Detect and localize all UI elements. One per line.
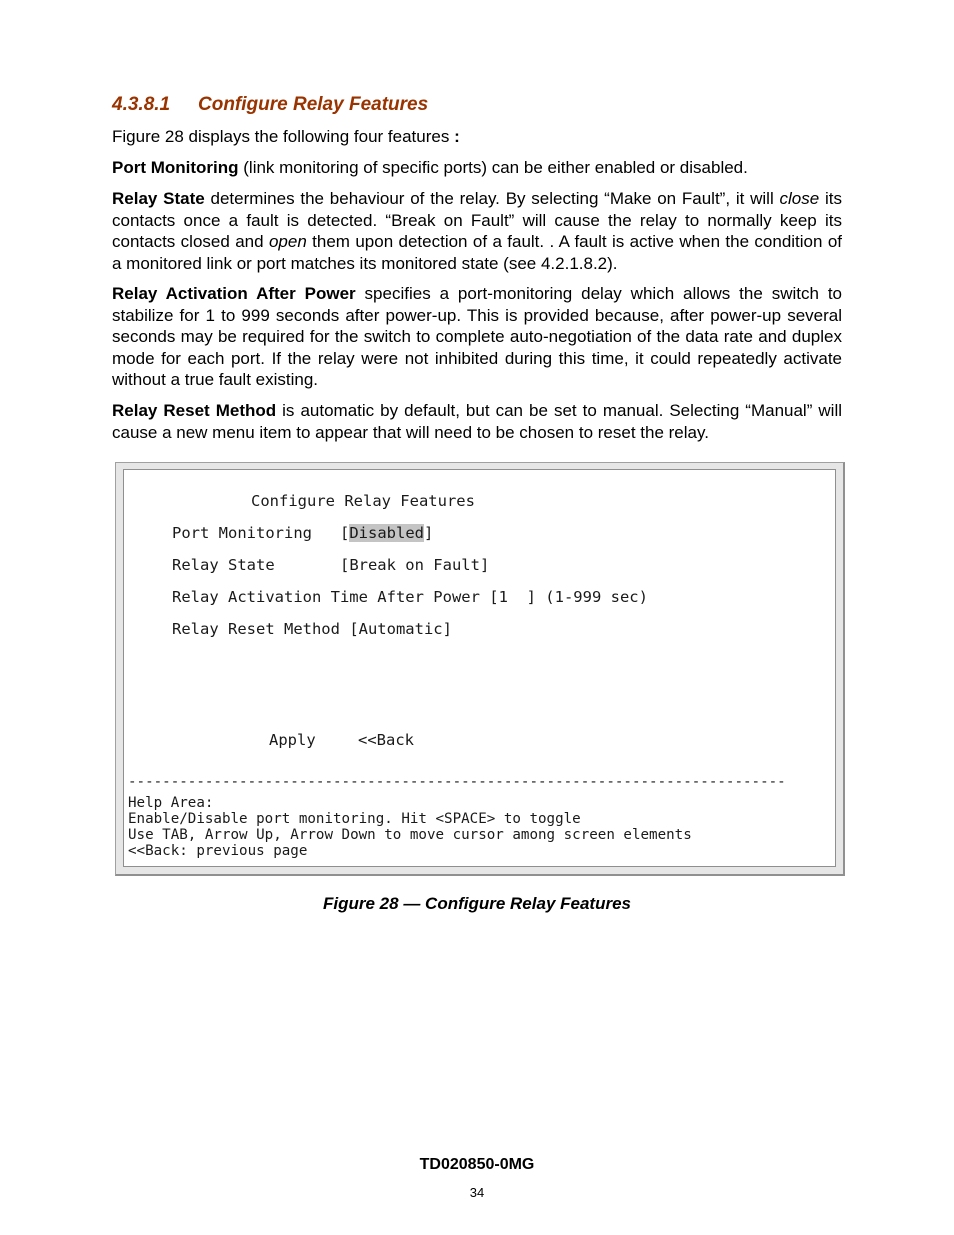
relay-activation-term: Relay Activation After Power [112, 284, 356, 303]
help-line: Enable/Disable port monitoring. Hit <SPACE> to toggle [128, 811, 581, 827]
relay-state-paragraph [112, 188, 842, 274]
intro-text: Figure 28 displays the following four features [112, 127, 455, 146]
relay-activation-label: Relay Activation Time After Power [172, 588, 490, 606]
open-word: open [268, 232, 307, 252]
relay-state-text-c: them upon detection of a fault. . A fault is active when the condition of a monitored link or port matches its monitored state (see 4.2.1.8.2). [112, 232, 843, 273]
relay-state-label: Relay State [172, 556, 340, 574]
relay-state-field[interactable]: [Break on Fault] [339, 556, 490, 574]
relay-activation-field[interactable]: [1 ] [489, 588, 536, 606]
help-line: <<Back: previous page [128, 843, 308, 859]
relay-reset-row [172, 620, 452, 638]
relay-state-text-b: its contacts once a fault is detected. “Break on Fault” will cause the relay to normally keep its contacts closed and [112, 189, 842, 252]
port-monitoring-row [172, 524, 433, 542]
section-heading [112, 94, 428, 116]
relay-state-row [172, 556, 489, 574]
page-number: 34 [469, 1185, 485, 1200]
port-monitoring-text: (link monitoring of specific ports) can be either enabled or disabled. [238, 158, 748, 177]
port-monitoring-label: Port Monitoring [172, 524, 340, 542]
terminal-title: Configure Relay Features [251, 492, 475, 510]
relay-activation-paragraph [112, 283, 842, 391]
help-line: Use TAB, Arrow Up, Arrow Down to move cursor among screen elements [128, 827, 692, 843]
relay-state-text-a: determines the behaviour of the relay. By selecting “Make on Fault”, it will [204, 189, 780, 208]
terminal-screen [123, 469, 836, 867]
close-word: close [779, 189, 820, 208]
section-number: 4.3.8.1 [112, 94, 171, 115]
relay-reset-field[interactable]: [Automatic] [349, 620, 452, 638]
relay-reset-paragraph [112, 400, 842, 443]
port-monitoring-paragraph [112, 157, 842, 179]
apply-button[interactable]: Apply [269, 731, 316, 749]
figure-caption: Figure 28 — Configure Relay Features [323, 894, 631, 913]
port-monitoring-field[interactable]: Disabled [349, 524, 424, 542]
document-id: TD020850-0MG [419, 1156, 535, 1173]
relay-reset-term: Relay Reset Method [112, 401, 277, 420]
help-separator: ----------------------------------------------------------------------------- [128, 774, 786, 790]
help-line: Help Area: [128, 795, 214, 811]
port-monitoring-bracket-close: ] [423, 524, 434, 542]
back-button[interactable]: <<Back [358, 731, 414, 749]
intro-paragraph [112, 126, 842, 148]
relay-activation-text: specifies a port-monitoring delay which allows the switch to stabilize for 1 to 999 seconds after power-up. This is provided because, after power-up several seconds may be required for the switch to complete auto-negotiation of the data rate and duplex mode for each port. If the relay were not inhibited during this time, it could repeatedly activate without a true fault existing. [112, 284, 842, 390]
intro-colon: : [454, 127, 460, 146]
terminal-screenshot-frame [115, 462, 845, 876]
relay-reset-label: Relay Reset Method [172, 620, 350, 638]
port-monitoring-term: Port Monitoring [112, 158, 239, 177]
relay-activation-row [172, 588, 648, 606]
relay-activation-unit: (1-999 sec) [535, 588, 648, 606]
port-monitoring-bracket-open: [ [339, 524, 350, 542]
section-title: Configure Relay Features [198, 94, 429, 115]
relay-state-term: Relay State [112, 189, 205, 208]
relay-reset-text: is automatic by default, but can be set to manual. Selecting “Manual” will cause a new menu item to appear that will need to be chosen to reset the relay. [112, 401, 842, 442]
